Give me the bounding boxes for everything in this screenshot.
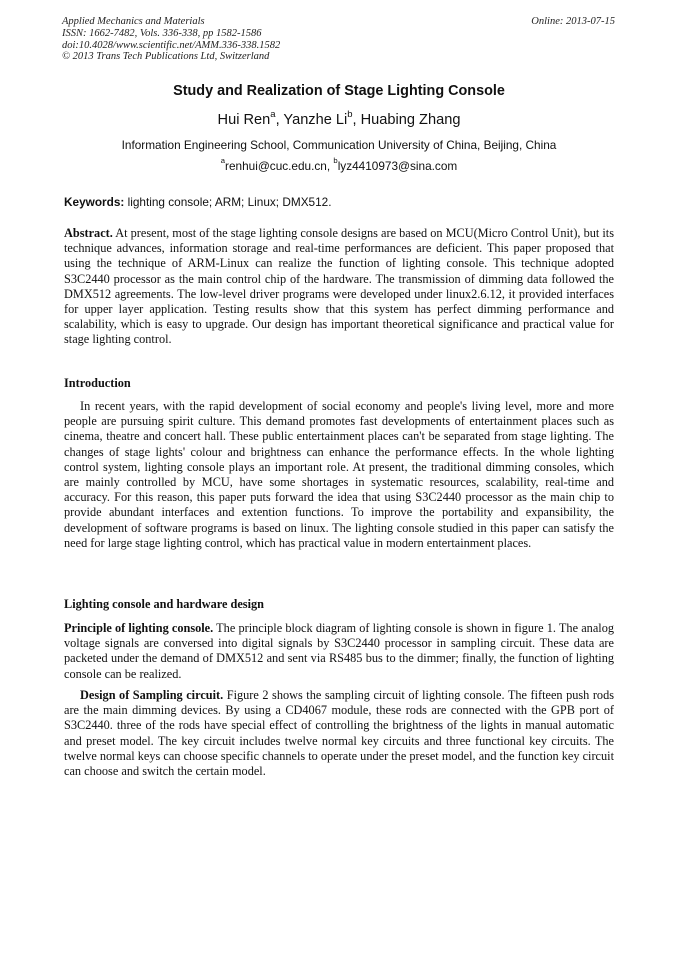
author-name: Huabing Zhang xyxy=(360,112,461,128)
author-list: Hui Ren$^a$, Yanzhe Li$^b$, Huabing Zhang xyxy=(217,109,461,128)
doi-line: doi:10.4028/www.scientific.net/AMM.336-338.1582 xyxy=(62,39,281,51)
author-mark: b xyxy=(347,109,353,120)
principle-paragraph xyxy=(64,621,614,682)
email-address: lyz4410973@sina.com xyxy=(337,159,458,173)
email-mark: a xyxy=(220,156,226,165)
journal-header xyxy=(62,16,280,63)
paper-title: Study and Realization of Stage Lighting Console xyxy=(173,83,505,99)
abstract-label: Abstract. xyxy=(64,226,113,240)
sampling-paragraph xyxy=(64,688,614,779)
email-mark: b xyxy=(333,156,338,165)
online-date: Online: 2013-07-15 xyxy=(531,16,615,27)
abstract xyxy=(64,226,614,348)
copyright-line: © 2013 Trans Tech Publications Ltd, Switzerland xyxy=(62,51,270,63)
sampling-text: Figure 2 shows the sampling circuit of lighting console. The fifteen push rods are the main dimming devices. By using a CD4067 module, these rods are connected with the GPB port of S3C2440. three of the rods have special effect of controlling the brightness of the lights in manual automatic and preset model. The key circuit includes twelve normal key circuits and three functional key circuits. The twelve normal keys can choose specific channels to operate under the preset model, and the function key circuit can choose and switch the certain model. xyxy=(64,688,615,779)
author-name: Hui Ren xyxy=(217,112,271,128)
abstract-text: At present, most of the stage lighting console designs are based on MCU(Micro Control Unit), but its technique advances, information storage and real-time performances are deficient. This paper proposed that using the technique of ARM-Linux can realize the function of lighting console. This technique adopted S3C2440 processor as the main control chip of the hardware. The transmission of dimming data followed the DMX512 agreements. The low-level driver programs were developed under linux2.6.12, it provided interfaces for upper layer application. Testing results show that this system has perfect dimming performance and scalability, which is easy to upgrade. Our design has important theoretical significance and practical value for stage lighting control. xyxy=(64,226,614,347)
issn-line: ISSN: 1662-7482, Vols. 336-338, pp 1582-1586 xyxy=(62,27,262,39)
keywords-label: Keywords: xyxy=(64,195,125,209)
sampling-label: Design of Sampling circuit. xyxy=(80,688,224,702)
principle-label: Principle of lighting console. xyxy=(64,621,214,635)
affiliation: Information Engineering School, Communication University of China, Beijing, China xyxy=(121,138,557,152)
introduction-paragraph: In recent years, with the rapid development of social economy and people's living level, more and more people are pursuing spirit culture. This demand promotes fast developments of entertainment places such as cinema, theatre and concert hall. These public entertainment places can't be separated from stage lighting. The changes of stage lights' colour and brightness can enhance the performance effects. In the whole lighting control system, lighting console plays an important role. At present, the traditional dimming consoles, which are mainly controlled by MCU, have some shortages in systematic resources, scalability, real-time and accuracy. For this reason, this paper puts forward the idea that using S3C2440 processor as the main chip to provide abundant interfaces and extention functions. To improve the portability and expansibility, the development of software programs is based on linux. The lighting console studied in this paper can satisfy the need for large stage lighting control, which has practical value in modern entertainment places. xyxy=(64,399,614,550)
email-line: $^a$renhui@cuc.edu.cn, $^b$lyz4410973@sina.com xyxy=(220,156,458,173)
keywords-text: lighting console; ARM; Linux; DMX512. xyxy=(127,195,332,209)
email-address: renhui@cuc.edu.cn xyxy=(225,159,327,173)
principle-text: The principle block diagram of lighting console is shown in figure 1. The analog voltage signals are conversed into digital signals by S3C2440 processor in sampling circuit. These data are packeted under the demand of DMX512 and sent via RS485 bus to the dimmer; finally, the function of lighting console can be realized. xyxy=(64,621,614,681)
keywords xyxy=(64,195,614,209)
section-heading-hardware: Lighting console and hardware design xyxy=(64,597,264,611)
author-name: Yanzhe Li xyxy=(283,112,348,128)
journal-name: Applied Mechanics and Materials xyxy=(62,16,205,27)
section-heading-introduction: Introduction xyxy=(64,376,131,390)
author-mark: a xyxy=(270,109,276,120)
